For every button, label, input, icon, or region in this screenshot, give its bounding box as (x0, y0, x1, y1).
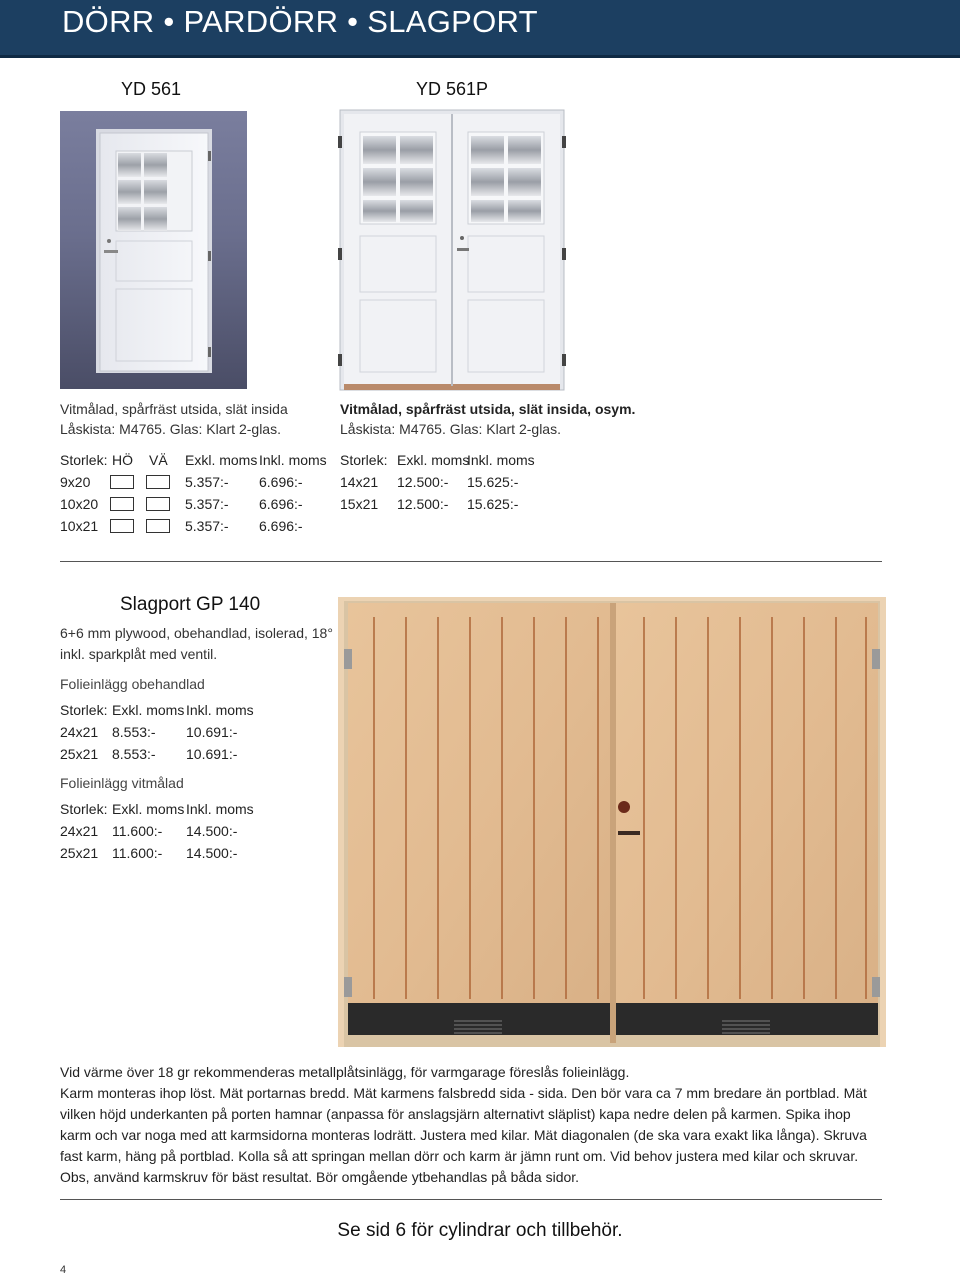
column-header-inkl: Inkl. moms (186, 702, 254, 718)
cell-exkl: 5.357:- (185, 518, 229, 534)
cell-size: 24x21 (60, 823, 99, 839)
table-row (60, 743, 280, 765)
column-header-va: VÄ (149, 452, 168, 468)
column-header-inkl: Inkl. moms (467, 452, 535, 468)
table-header-row (340, 449, 540, 471)
checkbox-ho[interactable] (110, 519, 134, 533)
checkbox-ho[interactable] (110, 497, 134, 511)
cell-size: 25x21 (60, 845, 99, 861)
gp140-price-table-vitmalad (60, 798, 280, 864)
yd561p-desc-line1: Vitmålad, spårfräst utsida, slät insida, osym. (340, 401, 636, 417)
product-photo-gp140 (338, 597, 886, 1047)
yd561-description (60, 399, 288, 439)
paragraph: Karm monteras ihop löst. Mät portarnas bredd. Mät karmens falsbredd sida - sida. Den bör vara ca 7 mm bredare än portblad. Mät vilken höjd underkanten på porten hamnar (anpassa för anslagsjärn alternativt släplist) kapa nedre delen på karmen. Spika ihop karm och var noga med att karmsidorna monteras lodrätt. Justera med kilar. Mät diagonalen (de ska vara exakt lika långa). Skruva fast karm, häng på portblad. Kolla så att springan mellan dörr och karm är jämn runt om. Vid behov justera med kilar och skruvar. Obs, använd karmskruv för bäst resultat. Bör omgående ytbehandlas på båda sidor. (60, 1085, 867, 1185)
model-name-yd561: YD 561 (121, 79, 182, 99)
column-header-size: Storlek: (60, 801, 108, 817)
cell-inkl: 6.696:- (259, 518, 303, 534)
paragraph: Vid värme över 18 gr rekommenderas metallplåtsinlägg, för varmgarage föreslås folieinlägg. (60, 1064, 630, 1080)
checkbox-va[interactable] (146, 475, 170, 489)
column-header-exkl: Exkl. moms (112, 702, 185, 718)
checkbox-va[interactable] (146, 519, 170, 533)
accessories-note: Se sid 6 för cylindrar och tillbehör. (337, 1220, 623, 1241)
table-header-row (60, 798, 280, 820)
cell-exkl: 12.500:- (397, 474, 449, 490)
cell-size: 24x21 (60, 724, 99, 740)
yd561-desc-line2: Låskista: M4765. Glas: Klart 2-glas. (60, 421, 281, 437)
column-header-size: Storlek: (60, 452, 108, 468)
page-title: DÖRR • PARDÖRR • SLAGPORT (62, 4, 538, 39)
table-row (60, 820, 280, 842)
column-header-inkl: Inkl. moms (259, 452, 327, 468)
cell-size: 9x20 (60, 474, 91, 490)
cell-exkl: 5.357:- (185, 474, 229, 490)
gp140-group-label-obehandlad: Folieinlägg obehandlad (60, 676, 205, 692)
column-header-inkl: Inkl. moms (186, 801, 254, 817)
cell-exkl: 11.600:- (112, 823, 163, 839)
table-row (60, 471, 330, 493)
table-row (60, 515, 330, 537)
column-header-exkl: Exkl. moms (185, 452, 258, 468)
cell-inkl: 6.696:- (259, 496, 303, 512)
page-number: 4 (60, 1264, 67, 1276)
checkbox-va[interactable] (146, 497, 170, 511)
table-row (60, 842, 280, 864)
single-door-illustration (60, 111, 247, 389)
cell-size: 25x21 (60, 746, 99, 762)
gp140-desc-line1: 6+6 mm plywood, obehandlad, isolerad, 18° (60, 625, 333, 641)
cell-size: 14x21 (340, 474, 379, 490)
product-photo-yd561p (338, 108, 566, 392)
cell-size: 10x21 (60, 518, 99, 534)
product-photo-yd561 (60, 111, 247, 389)
yd561p-desc-line2: Låskista: M4765. Glas: Klart 2-glas. (340, 421, 561, 437)
yd561p-price-table (340, 449, 540, 515)
table-row (60, 721, 280, 743)
cell-exkl: 11.600:- (112, 845, 163, 861)
table-row (340, 493, 540, 515)
table-row (60, 493, 330, 515)
cell-inkl: 10.691:- (186, 724, 238, 740)
double-door-illustration (338, 108, 566, 392)
cell-exkl: 5.357:- (185, 496, 229, 512)
header-banner (0, 0, 960, 58)
cell-inkl: 14.500:- (186, 845, 238, 861)
gp140-description (60, 623, 333, 665)
table-row (340, 471, 540, 493)
column-header-exkl: Exkl. moms (112, 801, 185, 817)
cell-inkl: 15.625:- (467, 496, 519, 512)
gp140-price-table-obehandlad (60, 699, 280, 765)
section-divider (60, 1199, 882, 1200)
gp140-group-label-vitmalad: Folieinlägg vitmålad (60, 775, 184, 791)
cell-inkl: 15.625:- (467, 474, 519, 490)
installation-text (60, 1062, 882, 1188)
column-header-ho: HÖ (112, 452, 133, 468)
table-header-row (60, 699, 280, 721)
cell-exkl: 8.553:- (112, 724, 156, 740)
cell-size: 10x20 (60, 496, 99, 512)
yd561p-description (340, 399, 635, 439)
checkbox-ho[interactable] (110, 475, 134, 489)
cell-inkl: 6.696:- (259, 474, 303, 490)
column-header-exkl: Exkl. moms (397, 452, 470, 468)
model-name-yd561p: YD 561P (416, 79, 489, 99)
cell-size: 15x21 (340, 496, 379, 512)
gp140-desc-line2: inkl. sparkplåt med ventil. (60, 646, 218, 662)
yd561-price-table (60, 449, 330, 537)
cell-inkl: 10.691:- (186, 746, 238, 762)
gp140-title: Slagport GP 140 (120, 594, 261, 615)
section-divider (60, 561, 882, 562)
table-header-row (60, 449, 330, 471)
column-header-size: Storlek: (60, 702, 108, 718)
cell-inkl: 14.500:- (186, 823, 238, 839)
column-header-size: Storlek: (340, 452, 388, 468)
cell-exkl: 12.500:- (397, 496, 449, 512)
yd561-desc-line1: Vitmålad, spårfräst utsida, slät insida (60, 401, 288, 417)
garage-door-illustration (338, 597, 886, 1047)
cell-exkl: 8.553:- (112, 746, 156, 762)
